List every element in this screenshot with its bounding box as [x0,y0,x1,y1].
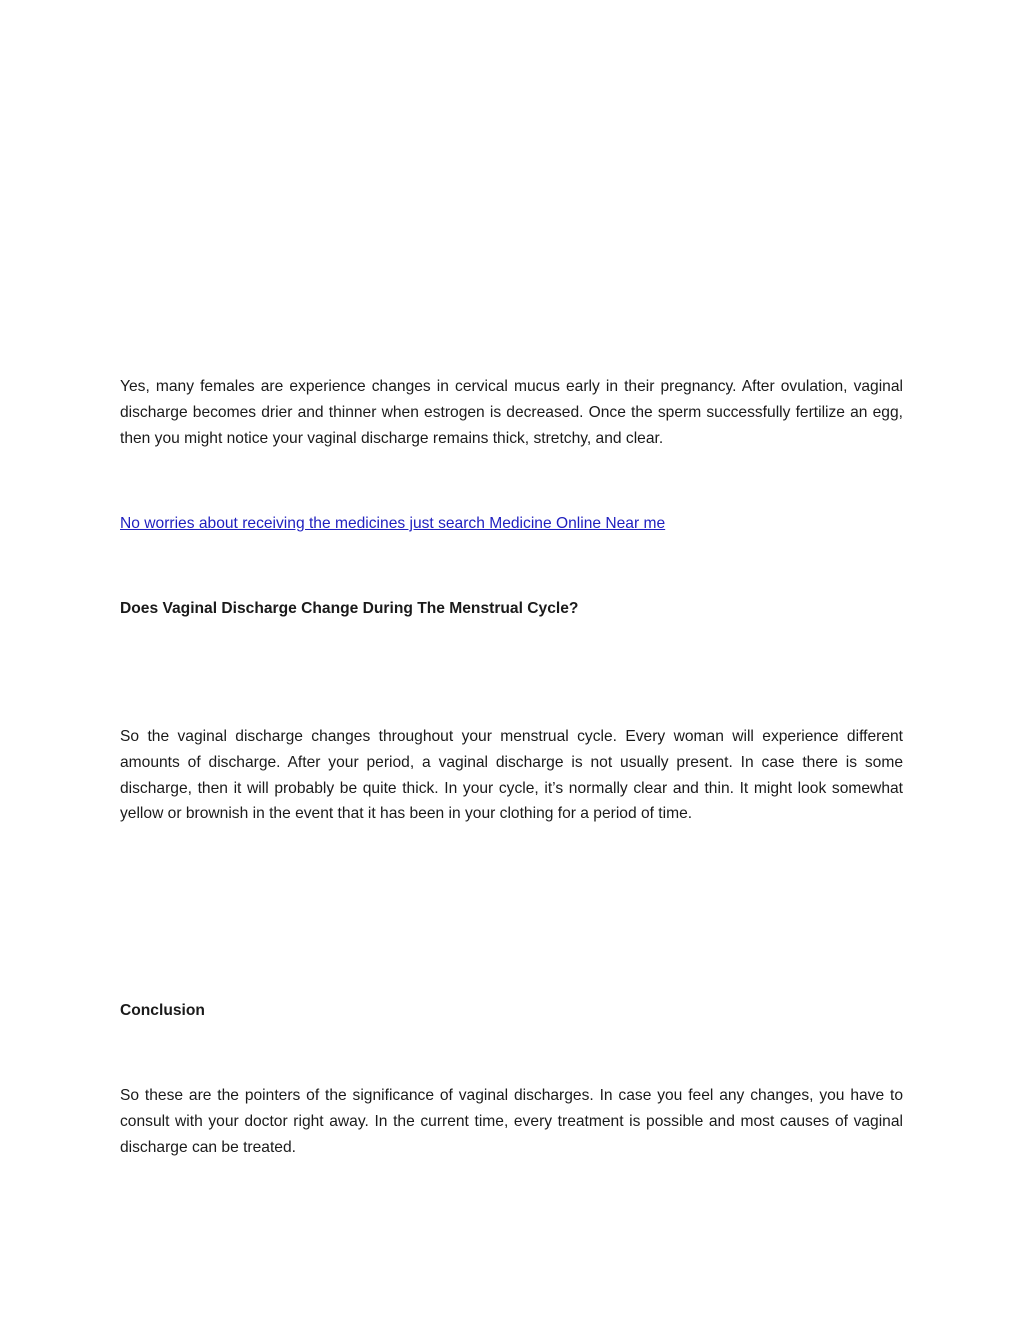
paragraph-menstrual-cycle: So the vaginal discharge changes throughout your menstrual cycle. Every woman will experience different amounts of discharge. After your period, a vaginal discharge is not usually present. In case there is some discharge, then it will probably be quite thick. In your cycle, it’s normally clear and thin. It might look somewhat yellow or brownish in the event that it has been in your clothing for a period of time. [120,728,903,823]
paragraph-cervical-mucus: Yes, many females are experience changes in cervical mucus early in their pregnancy. After ovulation, vaginal discharge becomes drier and thinner when estrogen is decreased. Once the sperm successfully fertilize an egg, then you might notice your vaginal discharge remains thick, stretchy, and clear. [120,378,903,447]
heading-conclusion: Conclusion [120,1002,205,1019]
medicine-online-link[interactable]: No worries about receiving the medicines just search Medicine Online Near me [120,515,666,532]
paragraph-conclusion: So these are the pointers of the significance of vaginal discharges. In case you feel any changes, you have to consult with your doctor right away. In the current time, every treatment is possible and most causes of vaginal discharge can be treated. [120,1087,903,1156]
heading-menstrual-cycle: Does Vaginal Discharge Change During The Menstrual Cycle? [120,600,579,617]
